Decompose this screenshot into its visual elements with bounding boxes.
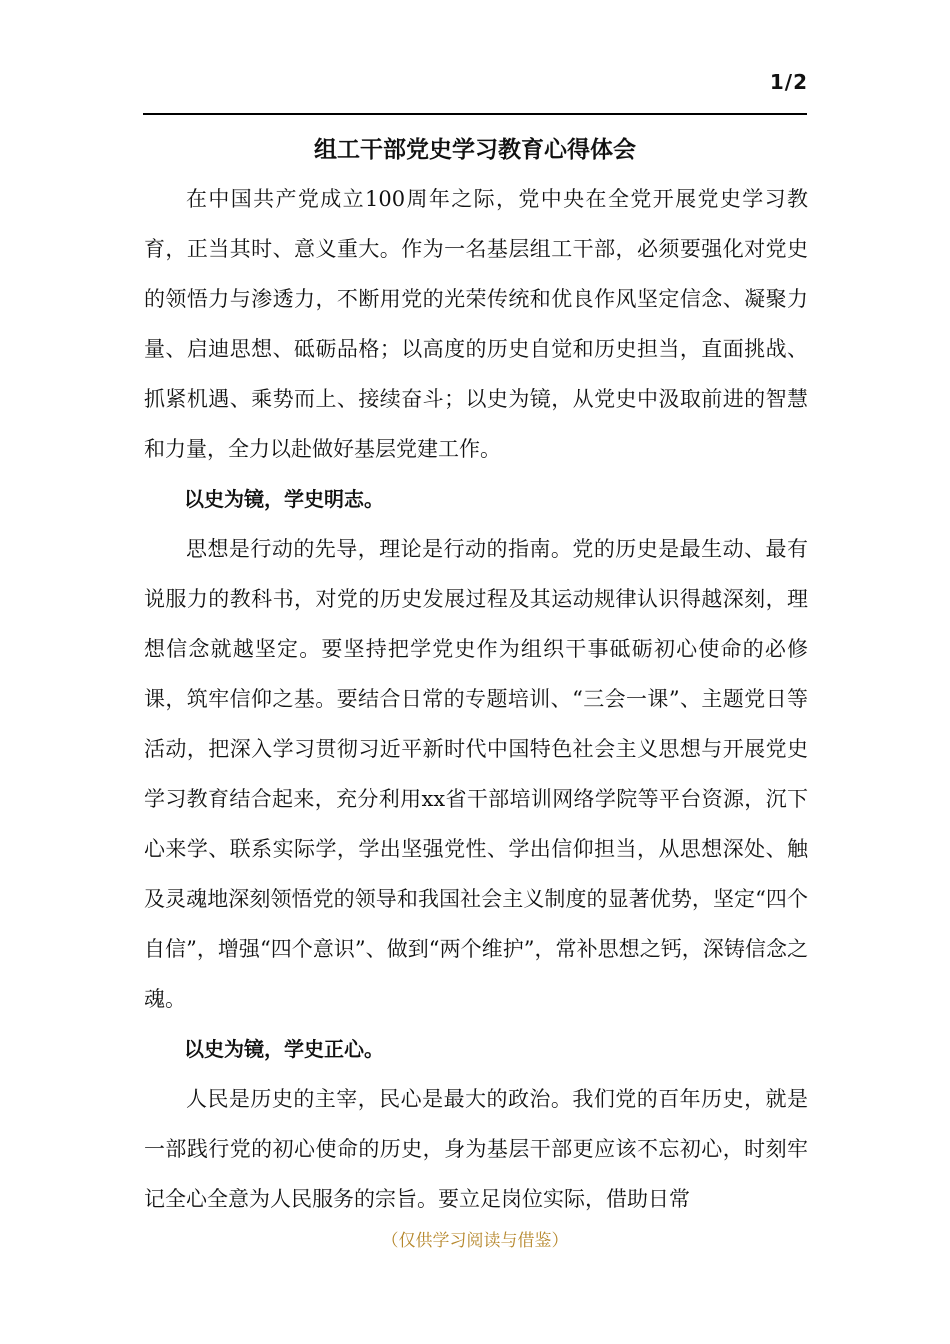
paragraph-mingzhi: 思想是行动的先导，理论是行动的指南。党的历史是最生动、最有说服力的教科书，对党的历史发展过程及其运动规律认识得越深刻，理想信念就越坚定。要坚持把学党史作为组织干事砥砺初心使命的必修课，筑牢信仰之基。要结合日常的专题培训、“三会一课”、主题党日等活动，把深入学习贯彻习近平新时代中国特色社会主义思想与开展党史学习教育结合起来，充分利用xx省干部培训网络学院等平台资源，沉下心来学、联系实际学，学出坚强党性、学出信仰担当，从思想深处、触及灵魂地深刻领悟党的领导和我国社会主义制度的显著优势，坚定“四个自信”，增强“四个意识”、做到“两个维护”，常补思想之钙，深铸信念之魂。 (144, 537, 808, 1011)
document-title: 组工干部党史学习教育心得体会 (314, 137, 636, 163)
document-body (144, 174, 808, 1224)
paragraph-intro: 在中国共产党成立100周年之际，党中央在全党开展党史学习教育，正当其时、意义重大。作为一名基层组工干部，必须要强化对党史的领悟力与渗透力，不断用党的光荣传统和优良作风坚定信念、凝聚力量、启迪思想、砥砺品格；以高度的历史自觉和历史担当，直面挑战、抓紧机遇、乘势而上、接续奋斗；以史为镜，从党史中汲取前进的智慧和力量，全力以赴做好基层党建工作。 (144, 187, 808, 461)
paragraph-zhengxin: 人民是历史的主宰，民心是最大的政治。我们党的百年历史，就是一部践行党的初心使命的历史，身为基层干部更应该不忘初心，时刻牢记全心全意为人民服务的宗旨。要立足岗位实际，借助日常 (144, 1087, 808, 1211)
footer-note: （仅供学习阅读与借鉴） (381, 1231, 569, 1251)
header-divider (143, 113, 807, 115)
page-number: 1/2 (769, 70, 808, 94)
section-heading-zhengxin: 以史为镜，学史正心。 (184, 1037, 384, 1061)
section-heading-mingzhi: 以史为镜，学史明志。 (184, 487, 384, 511)
